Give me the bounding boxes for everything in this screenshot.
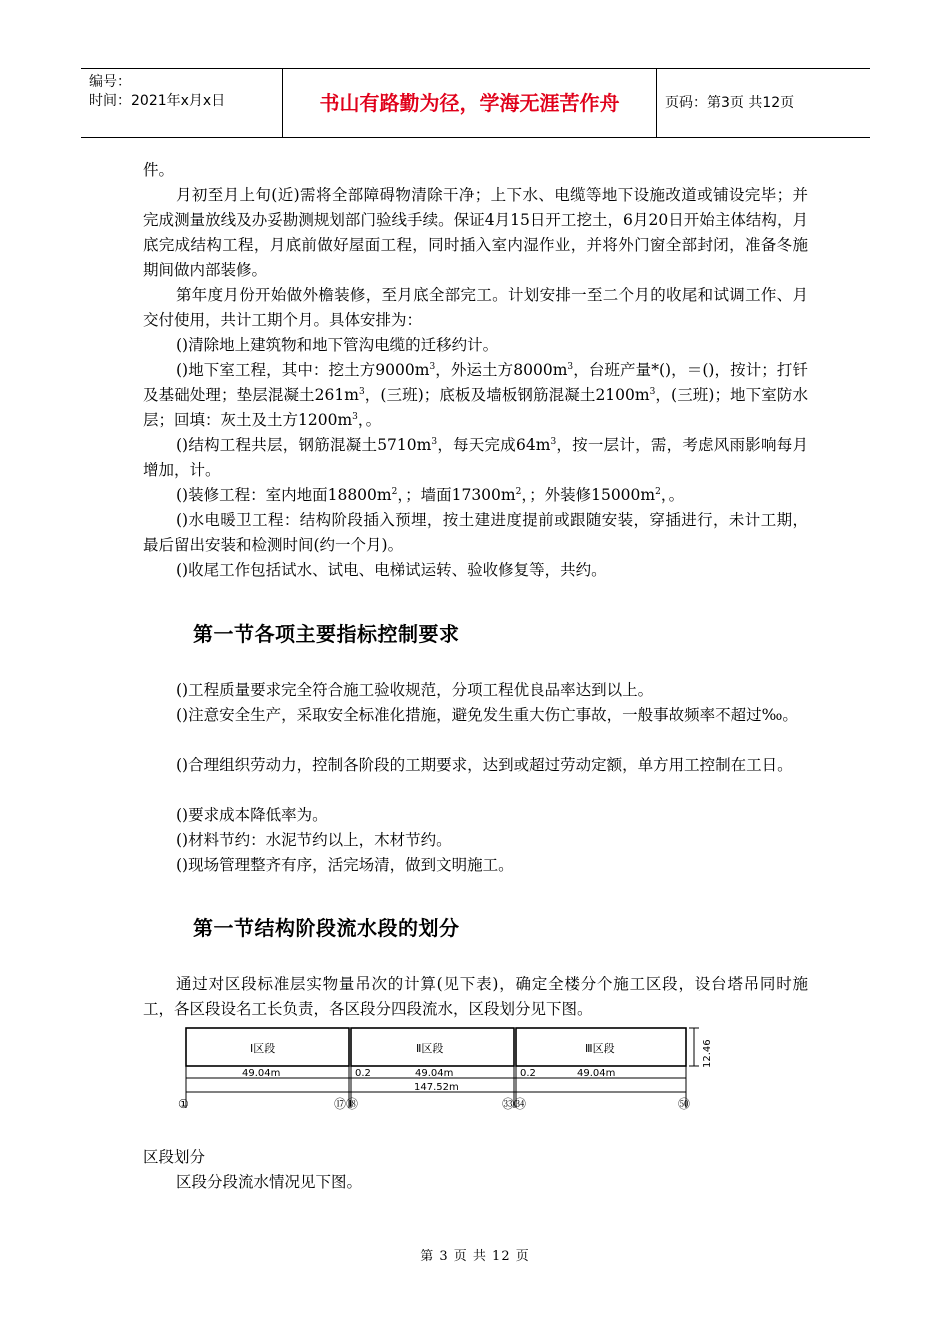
segment3-length: 49.04m	[577, 1068, 616, 1079]
superscript: 3	[567, 361, 574, 372]
superscript: 2	[515, 486, 522, 497]
segment1-length: 49.04m	[242, 1068, 281, 1079]
list-item-basement: ()地下室工程，其中：挖土方$9000m^3$，外运土方$8000m^3$，台班产量*()，＝()，按计；打钎及基础处理；垫层混凝土$261m^3$，(三班)；底板及墙板钢筋混凝土$2100m^3$，(三班)；地下室防水层；回填：灰土及土方$1200m^3$，。	[143, 361, 808, 429]
list-item-labor: ()合理组织劳动力，控制各阶段的工期要求，达到或超过劳动定额，单方用工控制在工日。	[176, 756, 793, 774]
zone1-label: Ⅰ区段	[250, 1042, 276, 1055]
superscript: 3	[431, 436, 438, 447]
list-item-mep: ()水电暖卫工程：结构阶段插入预埋，按土建进度提前或跟随安装，穿插进行，未计工期，最后留出安装和检测时间(约一个月)。	[143, 511, 808, 554]
segment2-length: 49.04m	[415, 1068, 454, 1079]
paragraph-zone-division: 通过对区段标准层实物量吊次的计算(见下表)，确定全楼分个施工区段，设台塔吊同时施工，各区段设名工长负责，各区段分四段流水，区段划分见下图。	[143, 975, 808, 1018]
axis-label-33-34: ㉝㉞	[502, 1097, 527, 1111]
header-motto: 书山有路勤为径，学海无涯苦作舟	[283, 69, 657, 137]
superscript: 3	[352, 411, 358, 422]
list-item-materials: ()材料节约：水泥节约以上，木材节约。	[176, 831, 452, 849]
paragraph-flow-note: 区段分段流水情况见下图。	[176, 1173, 363, 1191]
list-item-closeout: ()收尾工作包括试水、试电、电梯试运转、验收修复等，共约。	[176, 561, 607, 579]
superscript: 2	[655, 486, 661, 497]
page-footer: 第 3 页 共 12 页	[420, 1249, 530, 1264]
paragraph-fragment: 件。	[143, 161, 175, 179]
zone-division-diagram	[172, 1022, 720, 1130]
gap1-length: 0.2	[355, 1068, 371, 1079]
axis-label-1: ①	[178, 1097, 189, 1111]
page-header	[81, 68, 870, 138]
list-item-decoration: ()装修工程：室内地面$18800m^2$，；墙面$17300m^2$，；外装修$15000m^2$，。	[176, 486, 685, 504]
paragraph-schedule-start: 月初至月上旬(近)需将全部障碍物清除干净；上下水、电缆等地下设施改道或铺设完毕；并完成测量放线及办妥勘测规划部门验线手续。保证4月15日开工挖土，6月20日开始主体结构，月底完成结构工程，月底前做好屋面工程，同时插入室内湿作业，并将外门窗全部封闭，准备冬施期间做内部装修。	[143, 186, 808, 279]
header-page-info: 页码：第3页 共12页	[665, 95, 795, 111]
gap2-length: 0.2	[520, 1068, 536, 1079]
axis-label-50: ㊿	[678, 1097, 691, 1111]
document-number-label: 编号：	[89, 74, 131, 90]
list-item-structure: ()结构工程共层，钢筋混凝土$5710m^3$，每天完成$64m^3$，按一层计，需，考虑风雨影响每月增加，计。	[143, 436, 808, 479]
width-label: 12.46	[702, 1039, 713, 1068]
superscript: 3	[358, 386, 365, 397]
list-item-quality: ()工程质量要求完全符合施工验收规范，分项工程优良品率达到以上。	[176, 681, 654, 699]
superscript: 3	[550, 436, 557, 447]
document-date-label: 时间：2021年x月x日	[89, 93, 226, 109]
list-item-cost: ()要求成本降低率为。	[176, 806, 328, 824]
list-item-clearance: ()清除地上建筑物和地下管沟电缆的迁移约计。	[176, 336, 499, 354]
list-item-site-management: ()现场管理整齐有序，活完场清，做到文明施工。	[176, 856, 514, 874]
superscript: 3	[429, 361, 436, 372]
superscript: 3	[649, 386, 656, 397]
section-heading-targets: 第一节各项主要指标控制要求	[193, 622, 460, 646]
total-length: 147.52m	[414, 1082, 459, 1093]
superscript: 2	[391, 486, 398, 497]
paragraph-schedule-finish: 第年度月份开始做外檐装修，至月底全部完工。计划安排一至二个月的收尾和试调工作、月交付使用，共计工期个月。具体安排为：	[143, 286, 808, 329]
figure-caption: 区段划分	[143, 1148, 206, 1166]
section-heading-flow: 第一节结构阶段流水段的划分	[193, 916, 460, 940]
header-meta-cell	[81, 69, 283, 137]
zone3-label: Ⅲ区段	[585, 1042, 615, 1055]
list-item-safety: ()注意安全生产，采取安全标准化措施，避免发生重大伤亡事故，一般事故频率不超过‰。	[176, 706, 798, 724]
axis-label-17-18: ⑰⑱	[334, 1097, 359, 1111]
zone2-label: Ⅱ区段	[416, 1042, 444, 1055]
